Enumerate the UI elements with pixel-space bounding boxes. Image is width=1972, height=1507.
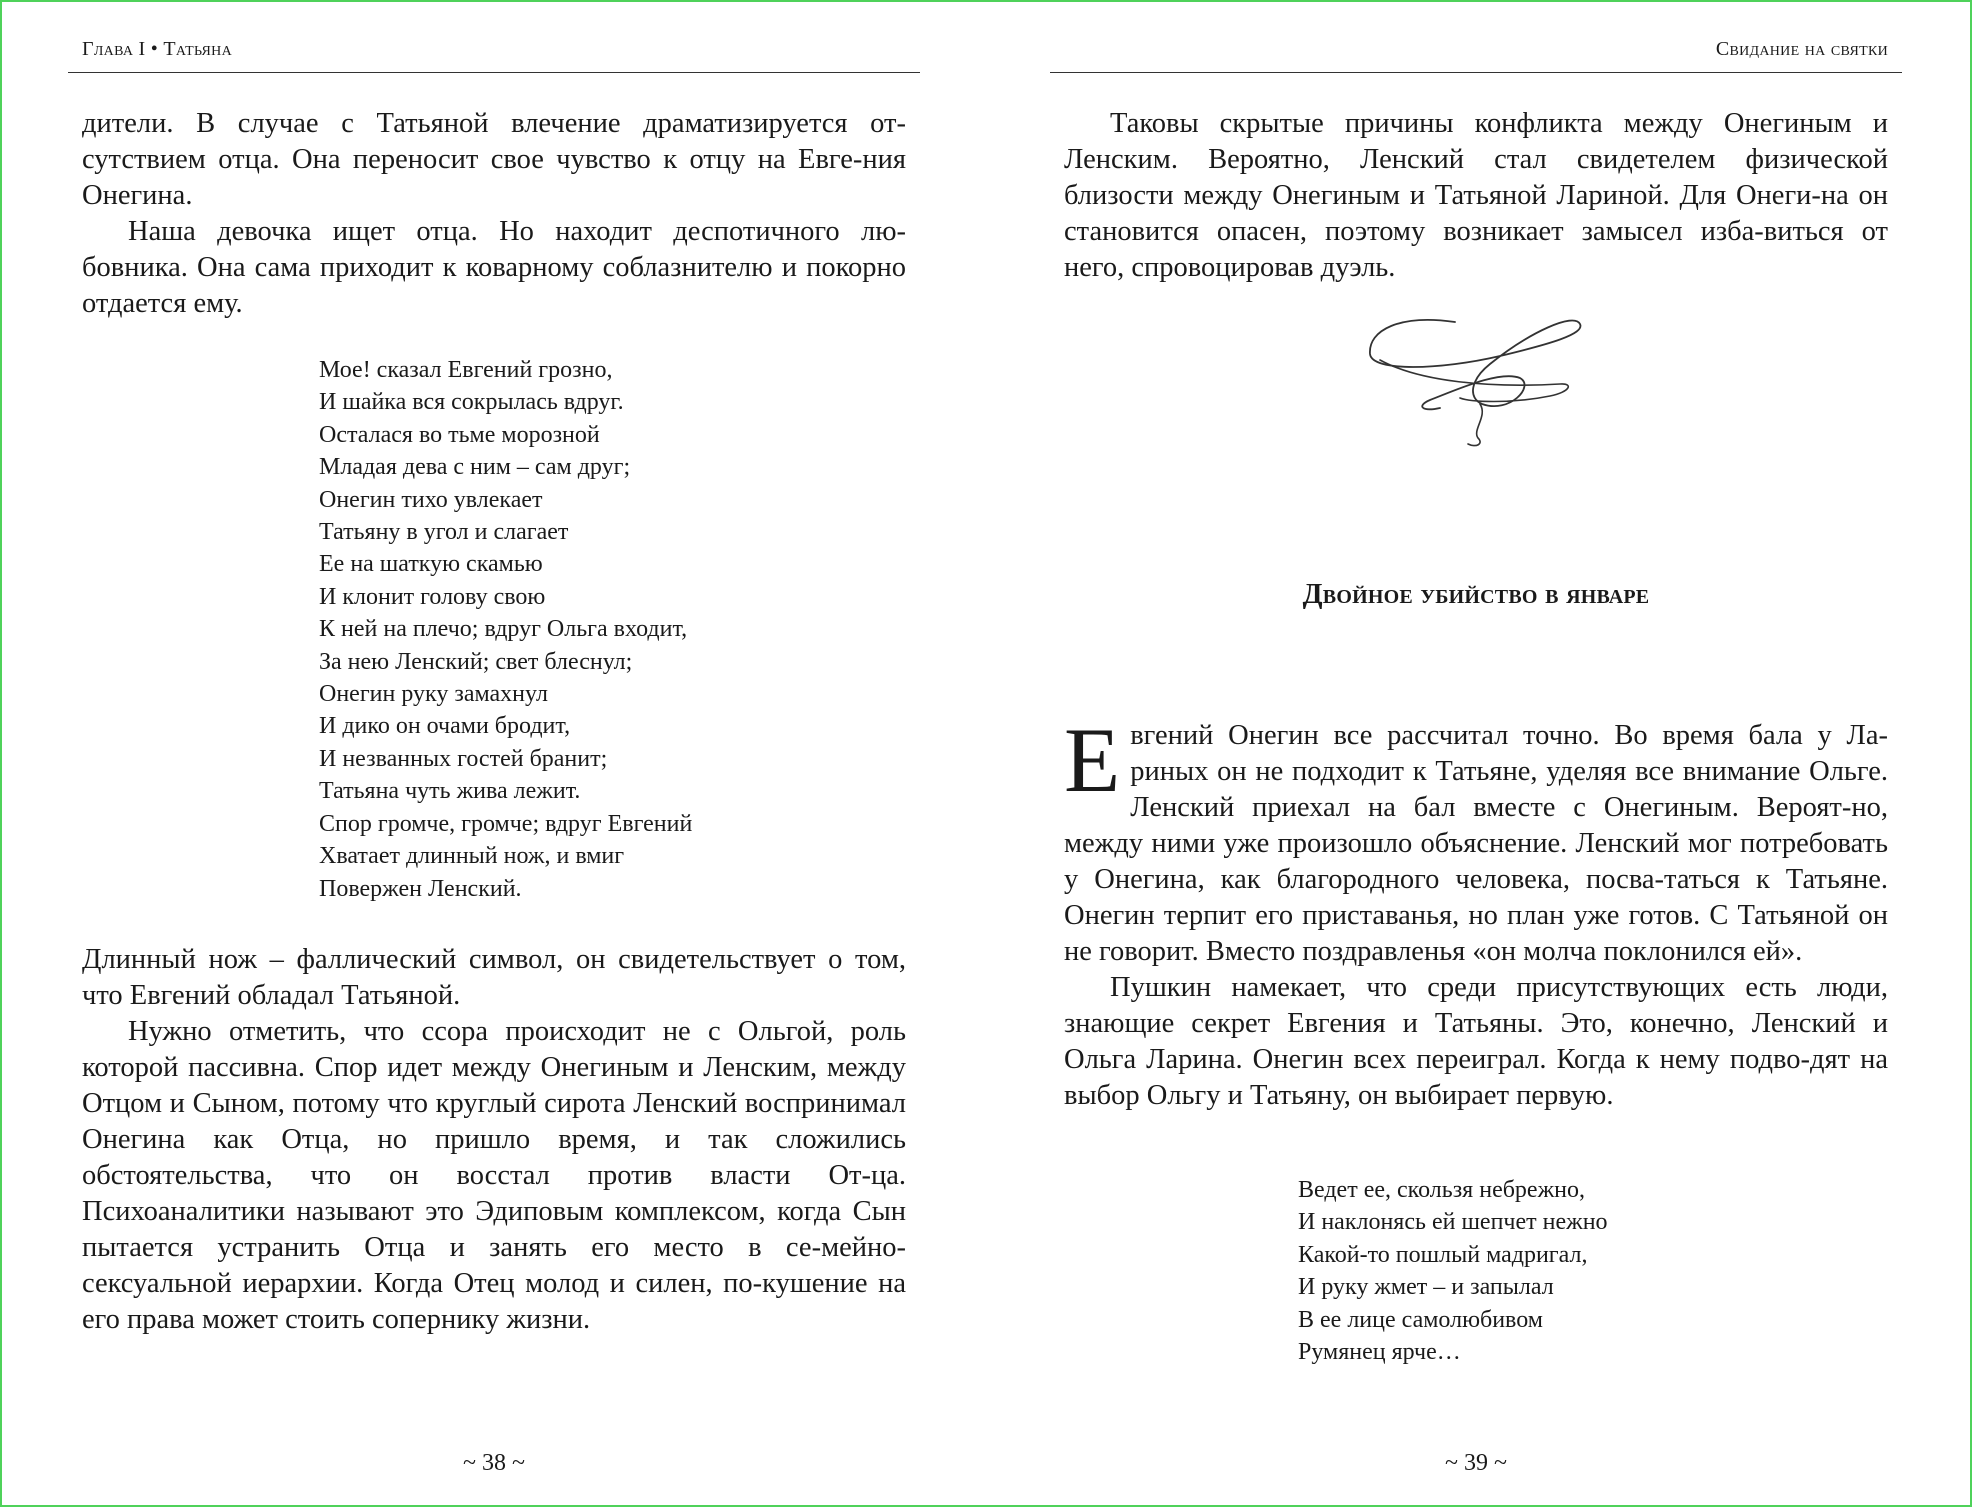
flourish-ornament-icon — [1360, 312, 1590, 452]
header-rule-right — [1050, 72, 1902, 73]
verse-line: К ней на плечо; вдруг Ольга входит, — [319, 616, 688, 643]
header-rule-left — [68, 72, 920, 73]
paragraph: Таковы скрытые причины конфликта между Онегиным и Ленским. Вероятно, Ленский стал свидетелем физической близости между Онегиным и Татьяной Лариной. Для Онеги-на он становится опасен, поэтому возникает замысел изба-виться от него, спровоцировав дуэль. — [1064, 108, 1888, 283]
running-head-left: Глава I • Татьяна — [82, 38, 232, 60]
verse-line: Хватает длинный нож, и вмиг — [319, 843, 625, 870]
paragraph: Пушкин намекает, что среди присутствующих есть люди, знающие секрет Евгения и Татьяны. Это, конечно, Ленский и Ольга Ларина. Онегин всех переиграл. Когда к нему подво-дят на выбор Ольгу и Татьяну, он выбирает первую. — [1064, 972, 1888, 1111]
verse-line: Осталася во тьме морозной — [319, 421, 600, 448]
verse-line: Румянец ярче… — [1298, 1339, 1461, 1366]
left-verse-block — [319, 354, 692, 905]
verse-line: Спор громче, громче; вдруг Евгений — [319, 810, 693, 837]
paragraph: Нужно отметить, что ссора происходит не с Ольгой, роль которой пассивна. Спор идет между Онегиным и Ленским, между Отцом и Сыном, потому что круглый сирота Ленский воспринимал Онегина как Отца, но пришло время, и так сложились обстоятельства, что он восстал против власти От-ца. Психоаналитики называют это Эдиповым комплексом, когда Сын пытается устранить Отца и занять его место в се-мейно-сексуальной иерархии. Когда Отец молод и силен, по-кушение на его права может стоить сопернику жизни. — [82, 1016, 906, 1335]
right-page — [1050, 0, 1902, 1503]
verse-line: И шайка вся сокрылась вдруг. — [319, 389, 624, 416]
paragraph: Длинный нож – фаллический символ, он свидетельствует о том, что Евгений обладал Татьяной. — [82, 944, 906, 1011]
left-body-bottom — [82, 942, 906, 1338]
paragraph: Наша девочка ищет отца. Но находит деспотичного лю-бовника. Она сама приходит к коварному соблазнителю и покорно отдается ему. — [82, 216, 906, 319]
verse-line: И клонит голову свою — [319, 583, 546, 610]
verse-line: И руку жмет – и запылал — [1298, 1274, 1554, 1301]
drop-cap: Е — [1064, 709, 1121, 811]
page-number-right: ~ 39 ~ — [1445, 1450, 1507, 1476]
left-body-top — [82, 106, 906, 322]
running-head-right: Свидание на святки — [1715, 38, 1888, 60]
left-page — [68, 0, 920, 1503]
verse-line: Татьяну в угол и слагает — [319, 519, 569, 546]
verse-line: Онегин тихо увлекает — [319, 486, 543, 513]
verse-line: Ведет ее, скользя небрежно, — [1298, 1177, 1586, 1203]
paragraph: дители. В случае с Татьяной влечение драматизируется от-сутствием отца. Она переносит свое чувство к отцу на Евге-ния Онегина. — [82, 108, 906, 211]
verse-line: Младая дева с ним – сам друг; — [319, 454, 631, 481]
verse-line: В ее лице самолюбивом — [1298, 1306, 1543, 1333]
verse-line: И дико он очами бродит, — [319, 713, 571, 740]
verse-line: Какой-то пошлый мадригал, — [1298, 1241, 1588, 1268]
verse-line: Повержен Ленский. — [319, 875, 522, 902]
paragraph-text: вгений Онегин все рассчитал точно. Во время бала у Ла-риных он не подходит к Татьяне, уделяя все внимание Ольге. Ленский приехал на бал вместе с Онегиным. Вероят-но, между ними уже произошло объяснение. Ленский мог потребовать у Онегина, как благородного человека, посва-таться к Татьяне. Онегин терпит его приставанья, но план уже готов. С Татьяной он не говорит. Вместо поздравленья «он молча поклонился ей». — [1064, 720, 1888, 967]
verse-line: За нею Ленский; свет блеснул; — [319, 648, 633, 675]
right-body-top — [1064, 106, 1888, 286]
page-number-left: ~ 38 ~ — [463, 1450, 525, 1476]
right-verse-block — [1298, 1174, 1608, 1368]
verse-line: И незванных гостей бранит; — [319, 745, 608, 772]
verse-line: И наклонясь ей шепчет нежно — [1298, 1209, 1608, 1236]
verse-line: Мое! сказал Евгений грозно, — [319, 357, 613, 383]
paragraph-with-dropcap — [1064, 709, 1888, 970]
verse-line: Онегин руку замахнул — [319, 681, 548, 708]
right-body-middle — [1064, 709, 1888, 1114]
verse-line: Ее на шаткую скамью — [319, 551, 543, 578]
chapter-title: Двойное убийство в январе — [1302, 578, 1650, 610]
verse-line: Татьяна чуть жива лежит. — [319, 778, 581, 805]
